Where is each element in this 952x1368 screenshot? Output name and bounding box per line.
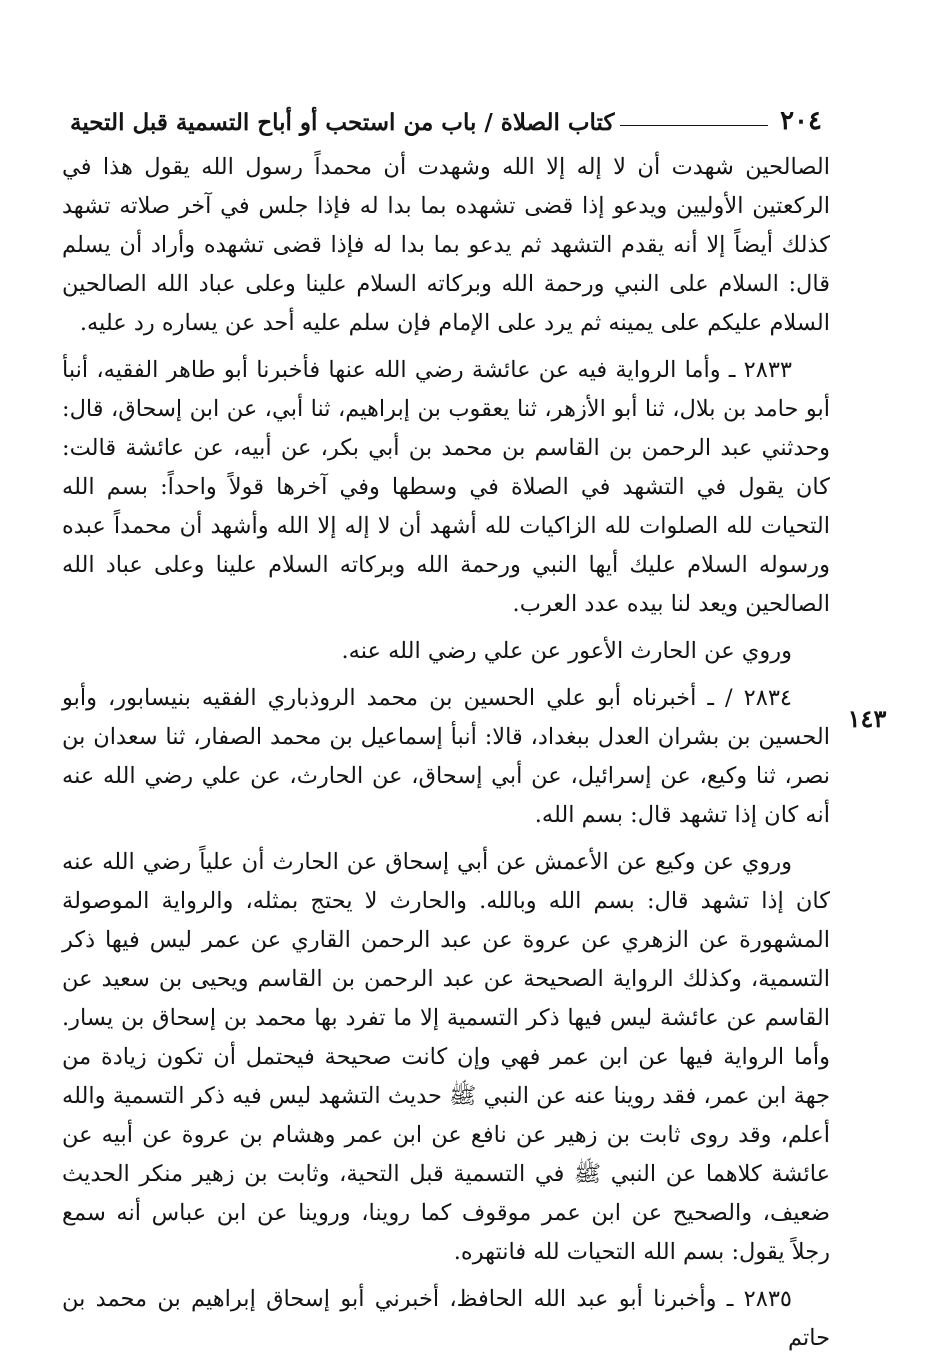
paragraph: وروي عن الحارث الأعور عن علي رضي الله عنه. <box>341 638 792 664</box>
hadith-2833: ٢٨٣٣ ـ وأما الرواية فيه عن عائشة رضي الله عنها فأخبرنا أبو طاهر الفقيه، أنبأ أبو حامد بن بلال، ثنا أبو الأزهر، ثنا يعقوب بن إبراهيم، ثنا أبي، عن ابن إسحاق، قال: وحدثني عبد الرحمن بن القاسم بن محمد بن أبي بكر، عن أبيه، عن عائشة قالت: كان يقول في التشهد في الصلاة في وسطها وفي آخرها قولاً واحداً: بسم الله التحيات لله الصلوات لله الزاكيات لله أشهد أن لا إله إلا الله وأشهد أن محمداً عبده ورسوله السلام عليك أيها النبي ورحمة الله وبركاته السلام علينا وعلى عباد الله الصالحين ويعد لنا بيده عدد العرب. <box>62 357 830 617</box>
running-header <box>70 96 822 136</box>
margin-page-reference: ١٤٣ <box>847 704 887 733</box>
hadith-2834: ٢٨٣٤ / ـ أخبرناه أبو علي الحسين بن محمد الروذباري الفقيه بنيسابور، وأبو الحسين بن بشران العدل ببغداد، قالا: أنبأ إسماعيل بن محمد الصفار، ثنا سعدان بن نصر، ثنا وكيع، عن إسرائيل، عن أبي إسحاق، عن الحارث، عن علي رضي الله عنه أنه كان إذا تشهد قال: بسم الله. <box>62 685 830 828</box>
paragraph: وروي عن وكيع عن الأعمش عن أبي إسحاق عن الحارث أن علياً رضي الله عنه كان إذا تشهد قال: بسم الله وبالله. والحارث لا يحتج بمثله، والرواية الموصولة المشهورة عن الزهري عن عروة عن عبد الرحمن القاري عن عمر ليس فيها ذكر التسمية، وكذلك الرواية الصحيحة عن عبد الرحمن بن القاسم ويحيى بن سعيد عن القاسم عن عائشة ليس فيها ذكر التسمية إلا ما تفرد بها محمد بن إسحاق بن يسار. وأما الرواية فيها عن ابن عمر فهي وإن كانت صحيحة فيحتمل أن تكون زيادة من جهة ابن عمر، فقد روينا عنه عن النبي ﷺ حديث التشهد ليس فيه ذكر التسمية والله أعلم، وقد روى ثابت بن زهير عن نافع عن ابن عمر وهشام بن عروة عن أبيه عن عائشة كلاهما عن النبي ﷺ في التسمية قبل التحية، وثابت بن زهير منكر الحديث ضعيف، والصحيح عن ابن عمر موقوف كما روينا، وروينا عن ابن عباس أنه سمع رجلاً يقول: بسم الله التحيات لله فانتهره. <box>62 849 830 1265</box>
hadith-2835: ٢٨٣٥ ـ وأخبرنا أبو عبد الله الحافظ، أخبرني أبو إسحاق إبراهيم بن محمد بن حاتم <box>62 1286 830 1351</box>
page-number: ٢٠٤ <box>780 106 822 136</box>
header-rule <box>620 125 768 126</box>
body-text <box>62 148 830 1358</box>
paragraph: الصالحين شهدت أن لا إله إلا الله وشهدت أن محمداً رسول الله يقول هذا في الركعتين الأوليين ويدعو إذا قضى تشهده بما بدا له فإذا جلس في آخر صلاته تشهد كذلك أيضاً إلا أنه يقدم التشهد ثم يدعو بما بدا له فإذا قضى تشهده وأراد أن يسلم قال: السلام على النبي ورحمة الله وبركاته السلام علينا وعلى عباد الله الصالحين السلام عليكم على يمينه ثم يرد على الإمام فإن سلم عليه أحد عن يساره رد عليه. <box>62 154 830 336</box>
running-title: كتاب الصلاة / باب من استحب أو أباح التسمية قبل التحية <box>70 109 615 136</box>
